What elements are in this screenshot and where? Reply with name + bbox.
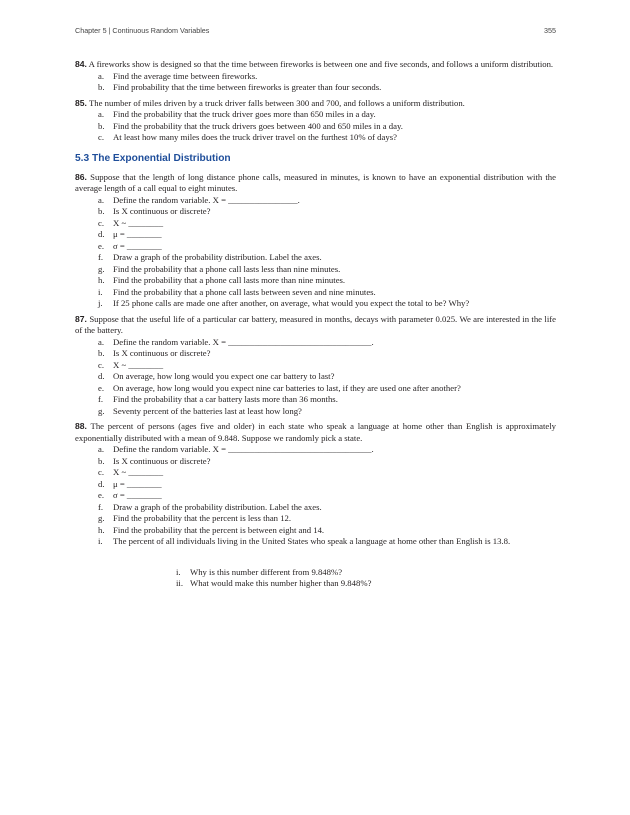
problem-88 xyxy=(75,421,556,444)
problem-88-items xyxy=(75,444,556,590)
list-item xyxy=(75,371,556,383)
item-label: d. xyxy=(98,478,105,489)
item-text: Is X continuous or discrete? xyxy=(113,206,211,216)
item-label: f. xyxy=(98,501,104,512)
item-text: The percent of all individuals living in the United States who speak a language at home other than English is 13.8. xyxy=(113,536,511,546)
list-item xyxy=(75,241,556,253)
problem-84-items xyxy=(75,71,556,94)
item-text: Find the average time between fireworks. xyxy=(113,70,258,81)
item-label: g. xyxy=(98,405,105,416)
chapter-title: Chapter 5 | Continuous Random Variables xyxy=(75,26,210,35)
item-text: σ = ________ xyxy=(113,240,162,251)
list-item xyxy=(75,206,556,218)
item-label: c. xyxy=(98,467,105,477)
item-label: a. xyxy=(98,109,105,119)
list-item xyxy=(75,513,556,525)
item-text: σ = ________ xyxy=(113,490,162,500)
item-text: If 25 phone calls are made one after another, on average, what would you expect the total to be? Why? xyxy=(113,298,470,308)
item-label: b. xyxy=(98,120,105,131)
problem-text: Suppose that the useful life of a particular car battery, measured in months, decays with parameter 0.025. We are interested in the life of the battery. xyxy=(75,313,556,335)
problem-86 xyxy=(75,172,556,195)
list-item xyxy=(75,467,556,479)
item-text: What would make this number higher than 9.848%? xyxy=(190,578,372,588)
item-text: Find the probability that the percent is between eight and 14. xyxy=(113,524,325,535)
item-label: a. xyxy=(98,336,105,347)
problem-text: A fireworks show is designed so that the time between fireworks is between one and five seconds, and follows a uniform distribution. xyxy=(86,59,554,69)
item-text: Draw a graph of the probability distribution. Label the axes. xyxy=(113,501,322,512)
item-text: Seventy percent of the batteries last at least how long? xyxy=(113,405,302,416)
problem-87-items xyxy=(75,337,556,418)
list-item xyxy=(75,195,556,207)
list-item xyxy=(75,444,556,456)
item-text: Find the probability that a phone call lasts between seven and nine minutes. xyxy=(113,286,376,297)
list-item xyxy=(75,121,556,133)
item-text: Is X continuous or discrete? xyxy=(113,455,211,466)
list-item xyxy=(75,490,556,502)
item-label: b. xyxy=(98,455,105,466)
item-label: d. xyxy=(98,371,105,381)
item-label: c. xyxy=(98,132,105,142)
section-heading: 5.3 The Exponential Distribution xyxy=(75,152,231,164)
problem-number: 84. xyxy=(75,59,87,69)
list-item xyxy=(75,337,556,349)
item-label: i. xyxy=(176,566,181,577)
problem-text: Suppose that the length of long distance phone calls, measured in minutes, is known to have an exponential distribution with the average length of a call equal to eight minutes. xyxy=(75,171,556,193)
page-header xyxy=(75,26,556,35)
sub-list xyxy=(113,567,556,590)
item-text: Find the probability that a phone call lasts less than nine minutes. xyxy=(113,263,341,274)
item-text: Define the random variable. X = ________________. xyxy=(113,194,300,205)
item-label: e. xyxy=(98,382,105,393)
item-label: c. xyxy=(98,359,105,370)
list-item xyxy=(75,383,556,395)
item-label: b. xyxy=(98,206,105,216)
problem-text: The percent of persons (ages five and older) in each state who speak a language at home other than English is approximately exponentially distributed with a mean of 9.848. Suppose we randomly pick a state. xyxy=(75,421,556,443)
page-number: 355 xyxy=(544,26,556,35)
problem-86-items xyxy=(75,195,556,310)
item-label: h. xyxy=(98,275,105,285)
item-text: Find the probability that the percent is less than 12. xyxy=(113,513,292,523)
item-text: Find the probability that the truck drivers goes between 400 and 650 miles in a day. xyxy=(113,120,403,131)
sub-list-item xyxy=(113,567,556,579)
item-text: μ = ________ xyxy=(113,229,162,239)
list-item xyxy=(75,264,556,276)
item-label: b. xyxy=(98,82,105,92)
problem-text: The number of miles driven by a truck driver falls between 300 and 700, and follows a uniform distribution. xyxy=(86,97,465,108)
sub-list-item xyxy=(113,578,556,590)
problem-number: 85. xyxy=(75,97,87,108)
item-label: a. xyxy=(98,194,105,205)
item-label: i. xyxy=(98,286,103,297)
list-item xyxy=(75,252,556,264)
item-text: X ~ ________ xyxy=(113,217,164,228)
list-item xyxy=(75,82,556,94)
list-item xyxy=(75,348,556,360)
item-label: h. xyxy=(98,524,105,535)
item-label: g. xyxy=(98,263,105,274)
list-item xyxy=(75,360,556,372)
list-item xyxy=(75,109,556,121)
list-item xyxy=(75,287,556,299)
item-label: b. xyxy=(98,348,105,358)
item-label: a. xyxy=(98,70,105,81)
page-content xyxy=(75,59,556,594)
item-text: X ~ ________ xyxy=(113,467,164,477)
item-text: Define the random variable. X = _________________________________. xyxy=(113,444,374,454)
item-text: Find probability that the time between fireworks is greater than four seconds. xyxy=(113,82,382,92)
item-text: μ = ________ xyxy=(113,478,162,489)
item-label: ii. xyxy=(176,578,183,588)
list-item xyxy=(75,71,556,83)
problem-85-items xyxy=(75,109,556,144)
item-text: Define the random variable. X = _________________________________. xyxy=(113,336,374,347)
list-item xyxy=(75,394,556,406)
problem-number: 88. xyxy=(75,421,87,431)
item-label: d. xyxy=(98,229,105,239)
item-text: Draw a graph of the probability distribution. Label the axes. xyxy=(113,252,322,262)
item-label: g. xyxy=(98,513,105,523)
list-item xyxy=(75,479,556,491)
item-text: On average, how long would you expect nine car batteries to last, if they are used one after another? xyxy=(113,382,461,393)
item-text: Find the probability that a phone call lasts more than nine minutes. xyxy=(113,275,346,285)
item-text: Why is this number different from 9.848%? xyxy=(190,566,343,577)
problem-number: 86. xyxy=(75,171,87,182)
problem-85 xyxy=(75,98,556,110)
list-item xyxy=(75,406,556,418)
problem-number: 87. xyxy=(75,313,87,324)
item-text: Find the probability that the truck driver goes more than 650 miles in a day. xyxy=(113,109,376,119)
list-item xyxy=(75,275,556,287)
list-item xyxy=(75,229,556,241)
problem-87 xyxy=(75,314,556,337)
list-item xyxy=(75,456,556,468)
list-item xyxy=(75,132,556,144)
item-label: j. xyxy=(98,298,103,308)
item-text: Is X continuous or discrete? xyxy=(113,348,211,358)
list-item xyxy=(75,218,556,230)
problem-84 xyxy=(75,59,556,71)
item-label: i. xyxy=(98,536,103,546)
list-item xyxy=(75,536,556,590)
item-text: Find the probability that a car battery lasts more than 36 months. xyxy=(113,394,338,404)
list-item xyxy=(75,298,556,310)
item-label: f. xyxy=(98,394,104,404)
item-text: On average, how long would you expect one car battery to last? xyxy=(113,371,335,381)
list-item xyxy=(75,502,556,514)
item-label: a. xyxy=(98,444,105,454)
item-label: e. xyxy=(98,490,105,500)
item-text: X ~ ________ xyxy=(113,359,164,370)
item-label: c. xyxy=(98,217,105,228)
item-label: f. xyxy=(98,252,104,262)
list-item xyxy=(75,525,556,537)
item-label: e. xyxy=(98,240,105,251)
item-text: At least how many miles does the truck driver travel on the furthest 10% of days? xyxy=(113,132,397,142)
